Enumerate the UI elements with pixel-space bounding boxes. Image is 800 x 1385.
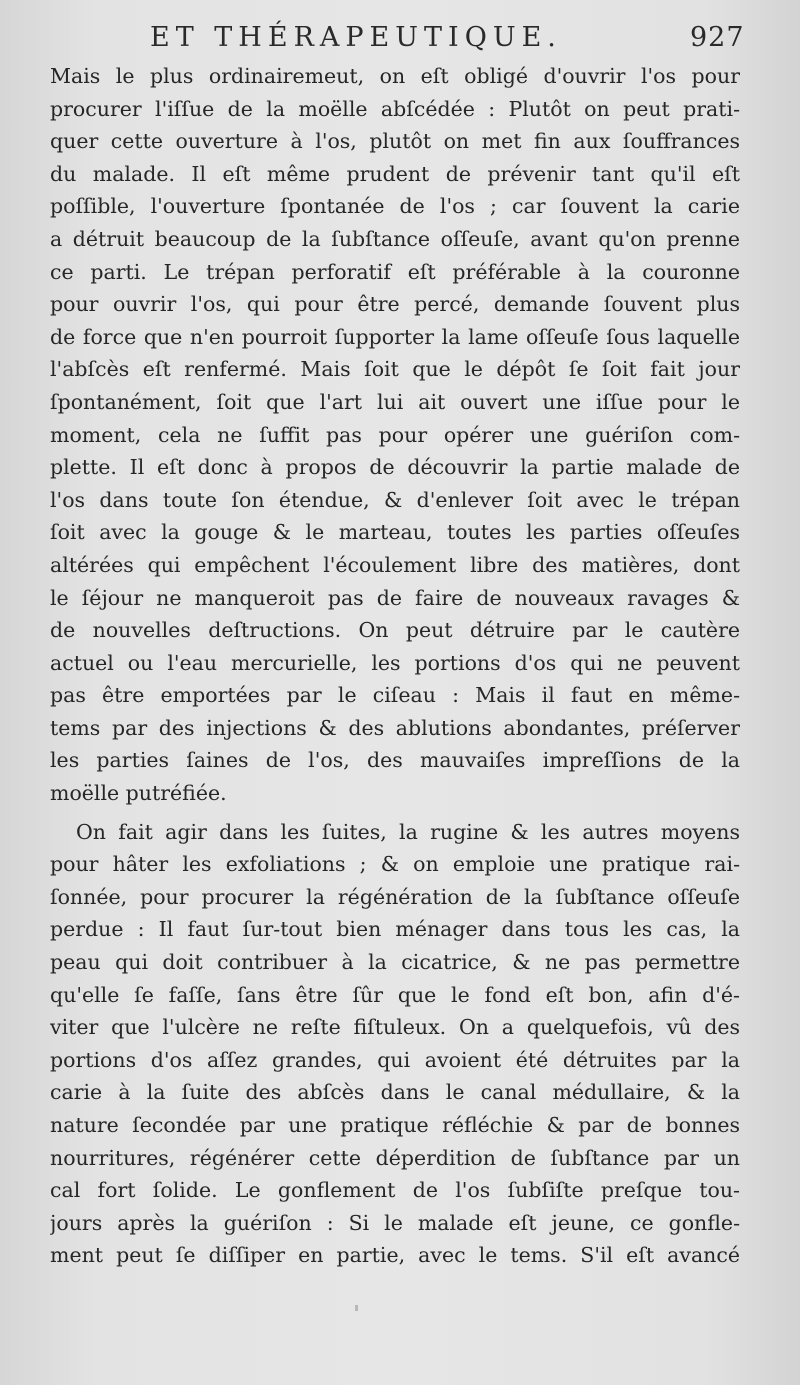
text-line: viter que l'ulcère ne reſte fiſtuleux. On a quelquefois, vû des: [50, 1015, 740, 1040]
page-number: 927: [690, 22, 745, 53]
text-line: cal fort ſolide. Le gonflement de l'os ſubſiſte preſque tou-: [50, 1178, 740, 1203]
text-line: nourritures, régénérer cette déperdition de ſubſtance par un: [50, 1145, 740, 1170]
text-line: tems par des injections & des ablutions abondantes, préſerver: [50, 715, 740, 740]
text-line: portions d'os aſſez grandes, qui avoient été détruites par la: [50, 1047, 740, 1072]
text-line: poſſible, l'ouverture ſpontanée de l'os ; car ſouvent la carie: [50, 194, 740, 219]
text-line: l'os dans toute ſon étendue, & d'enlever ſoit avec le trépan: [50, 487, 740, 512]
text-line: actuel ou l'eau mercurielle, les portions d'os qui ne peuvent: [50, 650, 740, 675]
text-line: de nouvelles deſtructions. On peut détruire par le cautère: [50, 618, 740, 643]
text-line: le ſéjour ne manqueroit pas de faire de nouveaux ravages &: [50, 585, 740, 610]
text-line: pour hâter les exfoliations ; & on emploie une pratique rai-: [50, 852, 740, 877]
text-line: peau qui doit contribuer à la cicatrice, & ne pas permettre: [50, 950, 740, 975]
text-line: a détruit beaucoup de la ſubſtance oſſeuſe, avant qu'on prenne: [50, 226, 740, 251]
text-line: qu'elle ſe faſſe, ſans être ſûr que le fond eſt bon, afin d'é-: [50, 982, 740, 1007]
text-line: les parties ſaines de l'os, des mauvaiſes impreſſions de la: [50, 748, 740, 773]
paper-speck: [355, 1305, 358, 1311]
paragraph-2: [50, 816, 740, 1272]
text-line: ce parti. Le trépan perforatif eſt préférable à la couronne: [50, 259, 740, 284]
text-line: Mais le plus ordinairemeut, on eſt obligé d'ouvrir l'os pour: [50, 64, 740, 88]
text-line: ſpontanément, ſoit que l'art lui ait ouvert une iſſue pour le: [50, 389, 740, 414]
paragraph-1: [50, 60, 740, 810]
text-line: pour ouvrir l'os, qui pour être percé, demande ſouvent plus: [50, 292, 740, 317]
text-line: perdue : Il faut ſur-tout bien ménager dans tous les cas, la: [50, 917, 740, 942]
text-line: ſonnée, pour procurer la régénération de la ſubſtance oſſeuſe: [50, 884, 740, 909]
text-line: carie à la ſuite des abſcès dans le canal médullaire, & la: [50, 1080, 740, 1105]
text-line: nature ſecondée par une pratique réfléchie & par de bonnes: [50, 1113, 740, 1137]
text-line: ment peut ſe diſſiper en partie, avec le tems. S'il eſt avancé: [50, 1243, 740, 1268]
text-line: moment, cela ne ſuffit pas pour opérer une guériſon com-: [50, 422, 740, 447]
text-line: altérées qui empêchent l'écoulement libre des matières, dont: [50, 552, 740, 577]
running-head: [0, 18, 800, 58]
text-line: plette. Il eſt donc à propos de découvrir la partie malade de: [50, 455, 740, 480]
text-line: jours après la guériſon : Si le malade eſt jeune, ce gonfle-: [50, 1210, 740, 1235]
text-line: ſoit avec la gouge & le marteau, toutes les parties oſſeuſes: [50, 520, 740, 545]
text-line: On fait agir dans les ſuites, la rugine & les autres moyens: [76, 819, 740, 844]
text-line: moëlle putréfiée.: [50, 781, 227, 806]
text-line: du malade. Il eſt même prudent de prévenir tant qu'il eſt: [50, 161, 740, 186]
page-body: [50, 60, 740, 1272]
text-line: de force que n'en pourroit ſupporter la lame oſſeuſe ſous laquelle: [50, 324, 740, 349]
running-title: ET THÉRAPEUTIQUE.: [150, 22, 562, 53]
text-line: quer cette ouverture à l'os, plutôt on met fin aux ſouffrances: [50, 129, 740, 154]
text-line: l'abſcès eſt renfermé. Mais ſoit que le dépôt ſe ſoit fait jour: [50, 357, 740, 382]
text-line: procurer l'iſſue de la moëlle abſcédée : Plutôt on peut prati-: [50, 96, 740, 121]
text-line: pas être emportées par le ciſeau : Mais il faut en même-: [50, 683, 740, 708]
